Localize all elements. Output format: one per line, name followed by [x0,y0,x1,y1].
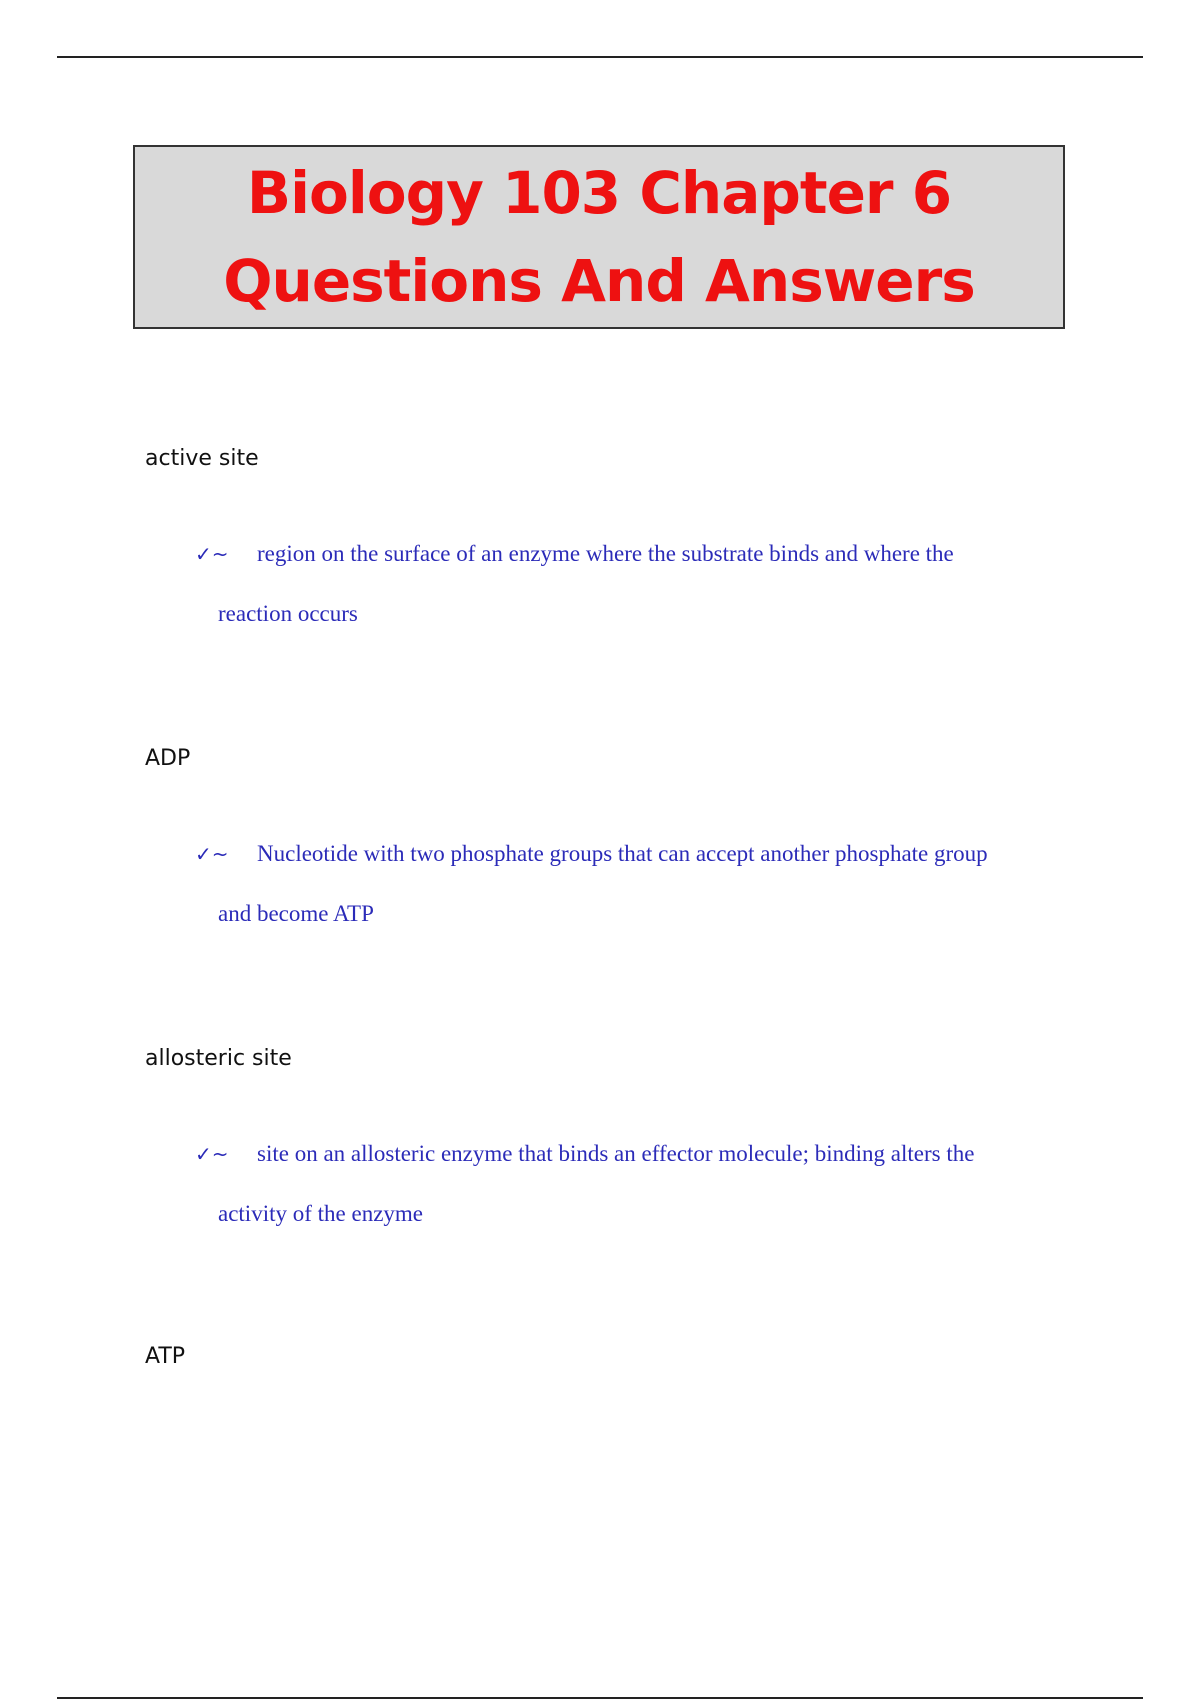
answer-line: reaction occurs [218,601,358,626]
answer-line: region on the surface of an enzyme where the substrate binds and where the [257,541,954,566]
document-title-line1: Biology 103 Chapter 6 [246,159,952,227]
answer-allosteric-site [195,1141,1065,1227]
answer-line: activity of the enzyme [218,1201,424,1226]
title-banner [133,145,1065,329]
answer-adp [195,841,1065,927]
term-active-site: active site [145,446,259,471]
answer-line: Nucleotide with two phosphate groups that can accept another phosphate group [257,841,988,866]
term-allosteric-site: allosteric site [145,1046,292,1071]
footer-rule [57,1697,1143,1699]
checkmark-icon: ✓~ [195,1142,229,1166]
checkmark-icon: ✓~ [195,842,229,866]
checkmark-icon: ✓~ [195,542,229,566]
header-rule [57,56,1143,58]
term-adp: ADP [145,746,191,771]
answer-active-site [195,541,1065,627]
document-title-line2: Questions And Answers [223,247,975,315]
answer-line: site on an allosteric enzyme that binds an effector molecule; binding alters the [257,1141,975,1166]
answer-line: and become ATP [218,901,374,926]
term-atp: ATP [145,1344,186,1369]
